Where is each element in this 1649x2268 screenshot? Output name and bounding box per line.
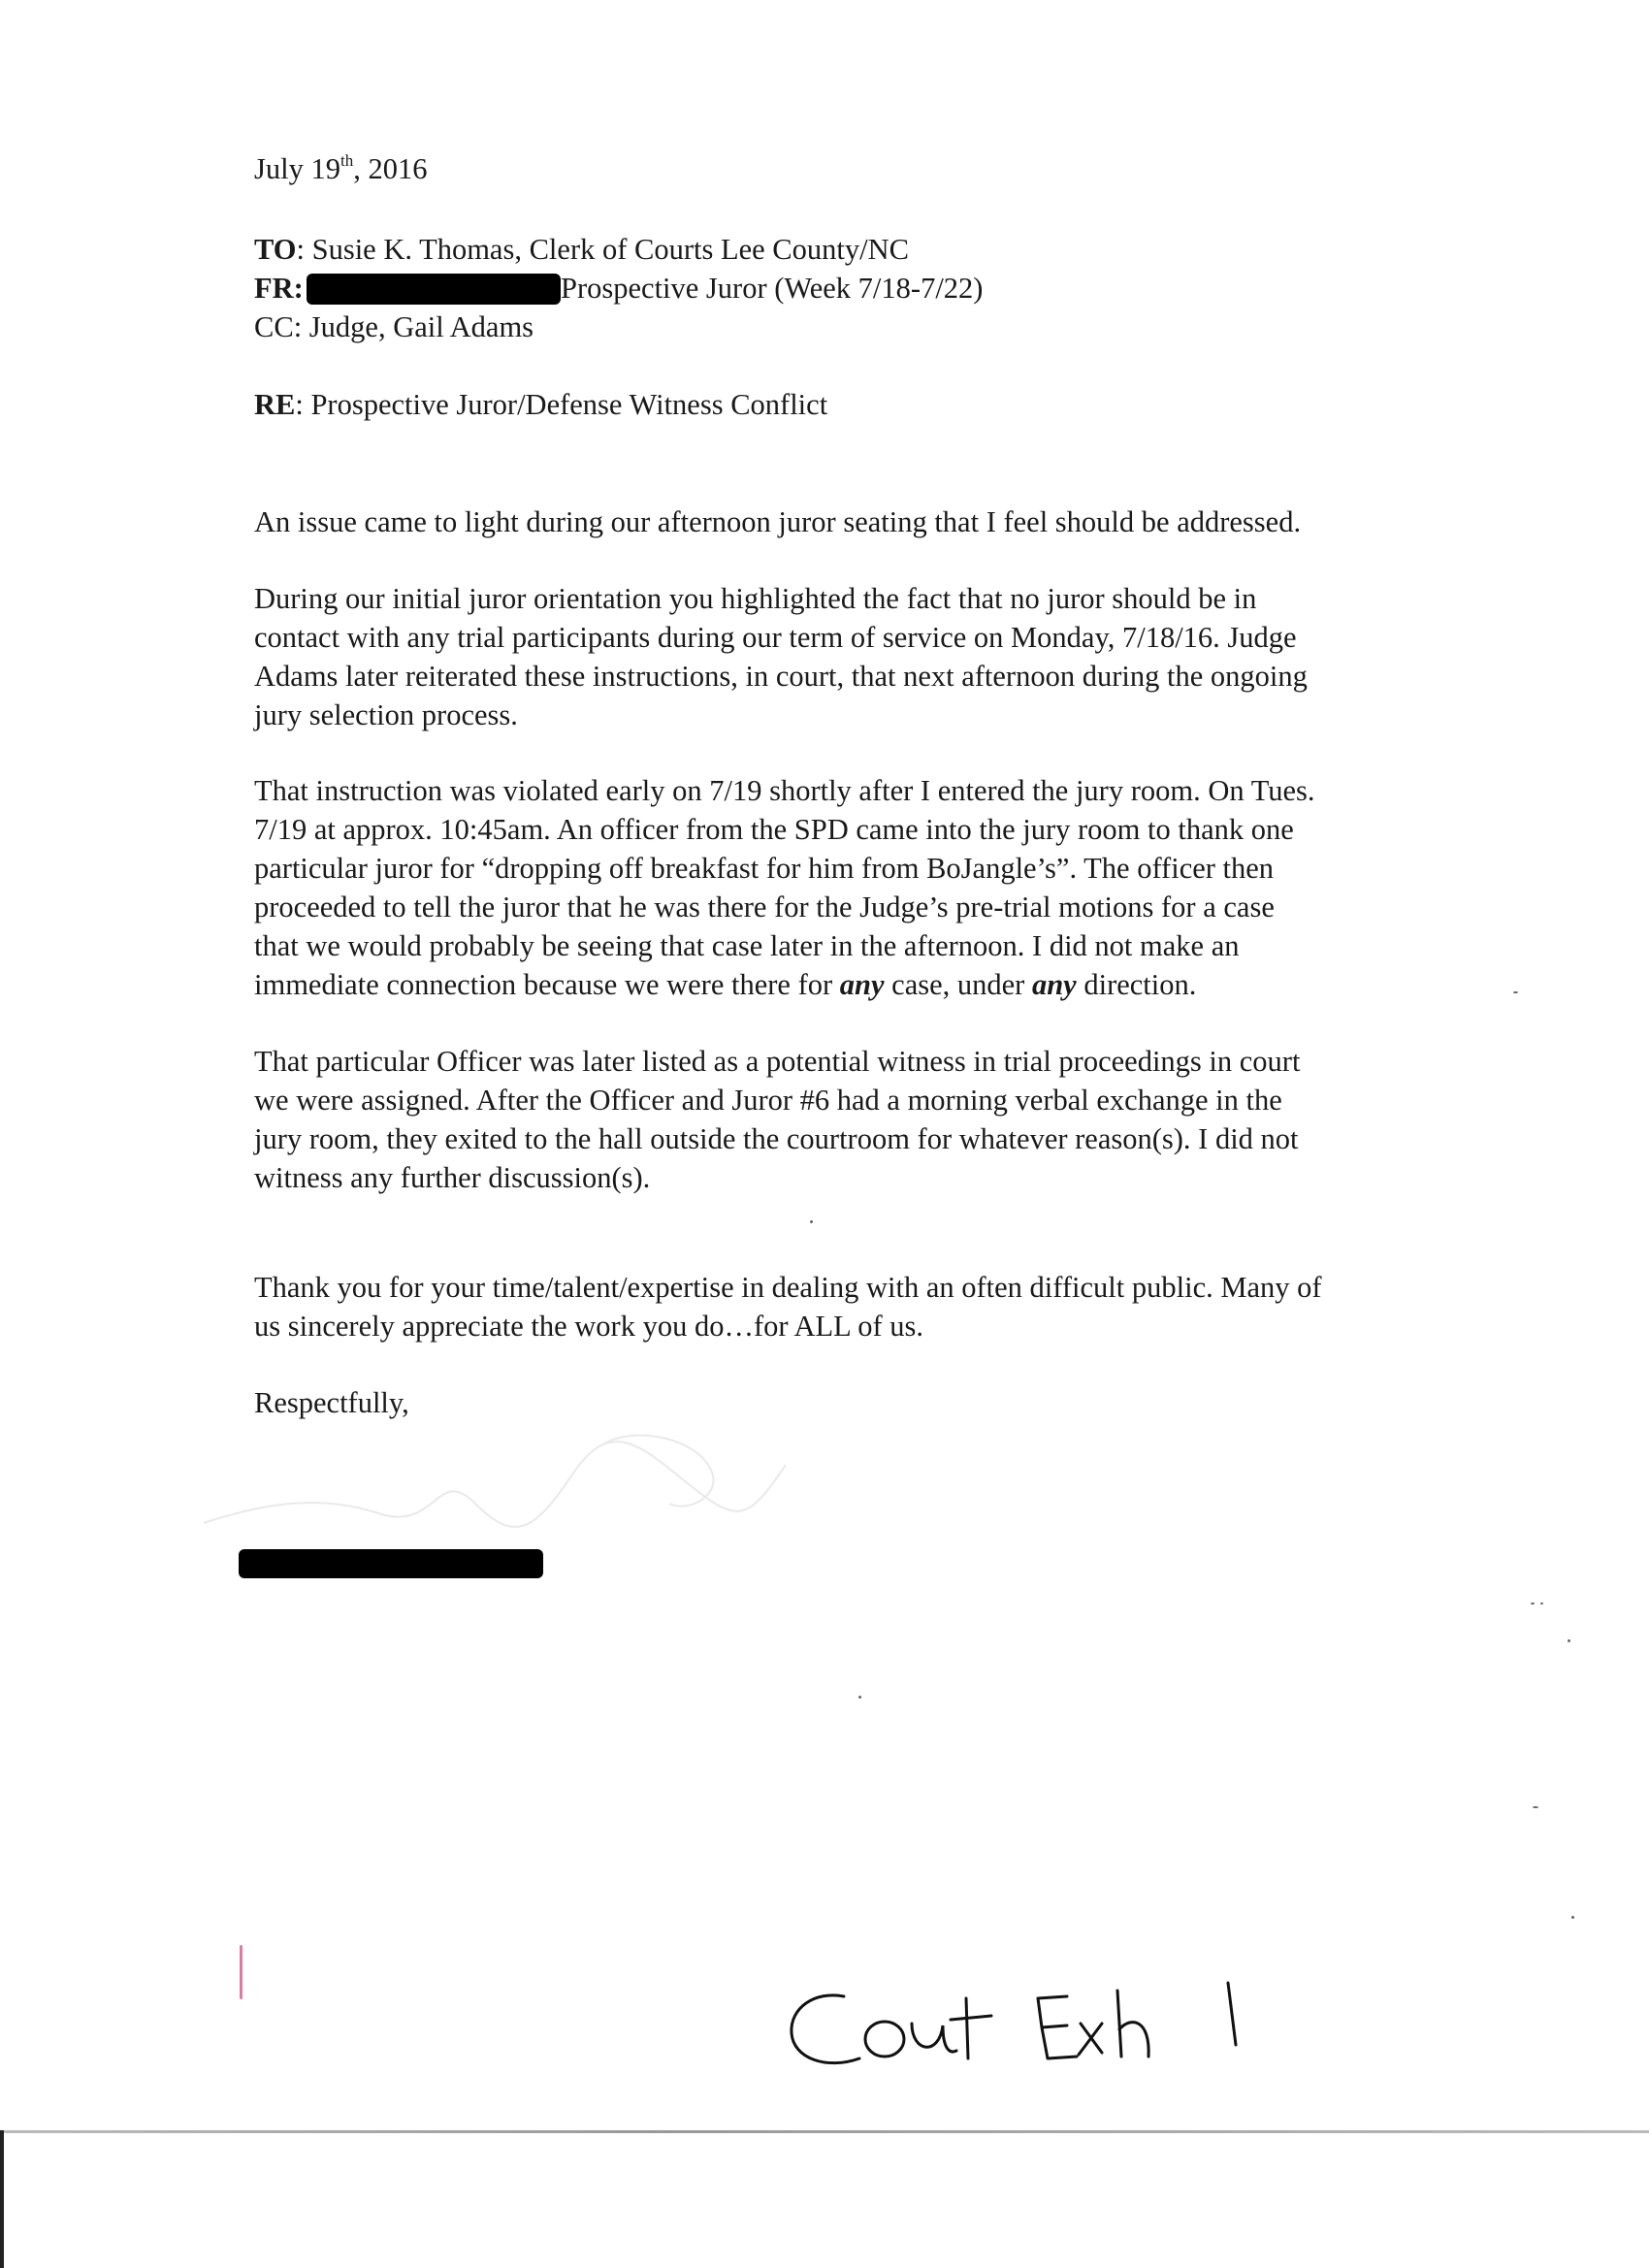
scan-speck [1571, 1916, 1574, 1919]
to-value: : Susie K. Thomas, Clerk of Courts Lee County/NC [296, 233, 909, 266]
scan-speck [1513, 991, 1518, 993]
handwritten-exhibit-note [776, 1969, 1280, 2076]
paragraph-5 [254, 1268, 1447, 1345]
paragraph-line: proceeded to tell the juror that he was there for the Judge’s pre-trial motions for a case [254, 891, 1275, 923]
scan-speck [858, 1696, 861, 1699]
closing: Respectfully, [254, 1386, 409, 1419]
paragraph-3 [254, 771, 1447, 1004]
text-run: case, under [884, 968, 1032, 1001]
pink-pen-mark [240, 1945, 242, 1999]
from-label: FR [254, 272, 294, 305]
from-value: Prospective Juror (Week 7/18-7/22) [561, 272, 984, 305]
paragraph-line: That particular Officer was later listed as a potential witness in trial proceedings in court [254, 1045, 1301, 1078]
paragraph-line-emphasis [254, 965, 1447, 1004]
cc-label: CC [254, 310, 294, 343]
text-run: immediate connection because we were there for [254, 968, 840, 1001]
re-value: : Prospective Juror/Defense Witness Conflict [295, 388, 828, 421]
paragraph-line: witness any further discussion(s). [254, 1161, 651, 1194]
paragraph-line: Thank you for your time/talent/expertise in dealing with an often difficult public. Many of [254, 1271, 1322, 1304]
paragraph-line: An issue came to light during our afternoon juror seating that I feel should be addressed. [254, 505, 1302, 538]
scan-page-edge [0, 2130, 1649, 2133]
paragraph-line: particular juror for “dropping off breakfast for him from BoJangle’s”. The officer then [254, 852, 1275, 885]
paragraph-4 [254, 1042, 1447, 1197]
re-line [254, 385, 827, 424]
scan-speck [1568, 1639, 1570, 1642]
from-line [254, 269, 304, 308]
faint-signature-image [184, 1407, 805, 1562]
re-label: RE [254, 388, 296, 421]
paragraph-line: That instruction was violated early on 7/19 shortly after I entered the jury room. On Tues. [254, 774, 1315, 807]
emphasis-any: any [1031, 968, 1077, 1001]
scan-speck [810, 1220, 813, 1223]
text-run: direction. [1076, 968, 1197, 1001]
paragraph-line: jury selection process. [254, 698, 518, 731]
paragraph-line: that we would probably be seeing that case later in the afternoon. I did not make an [254, 929, 1240, 962]
paragraph-line: Adams later reiterated these instructions, in court, that next afternoon during the ongoing [254, 660, 1308, 693]
cc-value: : Judge, Gail Adams [293, 310, 534, 343]
paragraph-2 [254, 579, 1447, 734]
paragraph-line: we were assigned. After the Officer and Juror #6 had a morning verbal exchange in the [254, 1084, 1282, 1117]
scan-left-edge [0, 2130, 4, 2268]
redaction-bar-sender [307, 274, 561, 305]
letter-date [254, 149, 427, 188]
from-colon: : [293, 272, 304, 305]
paragraph-line: jury room, they exited to the hall outside the courtroom for whatever reason(s). I did not [254, 1122, 1299, 1155]
date-day: July 19 [254, 152, 340, 185]
to-line [254, 230, 909, 269]
scan-speck [1540, 1603, 1543, 1604]
paragraph-1 [254, 502, 1447, 541]
cc-line [254, 308, 534, 346]
scan-speck [1531, 1603, 1535, 1604]
date-ordinal: th [340, 150, 354, 170]
paragraph-line: During our initial juror orientation you highlighted the fact that no juror should be in [254, 582, 1257, 615]
paragraph-line: 7/19 at approx. 10:45am. An officer from the SPD came into the jury room to thank one [254, 813, 1294, 846]
redaction-bar-signature [239, 1549, 543, 1578]
paragraph-line: us sincerely appreciate the work you do…for ALL of us. [254, 1310, 924, 1343]
emphasis-any: any [839, 968, 885, 1001]
to-label: TO [254, 233, 297, 266]
date-year: , 2016 [353, 152, 428, 185]
scan-speck [1533, 1806, 1538, 1808]
paragraph-line: contact with any trial participants during our term of service on Monday, 7/18/16. Judge [254, 621, 1297, 654]
